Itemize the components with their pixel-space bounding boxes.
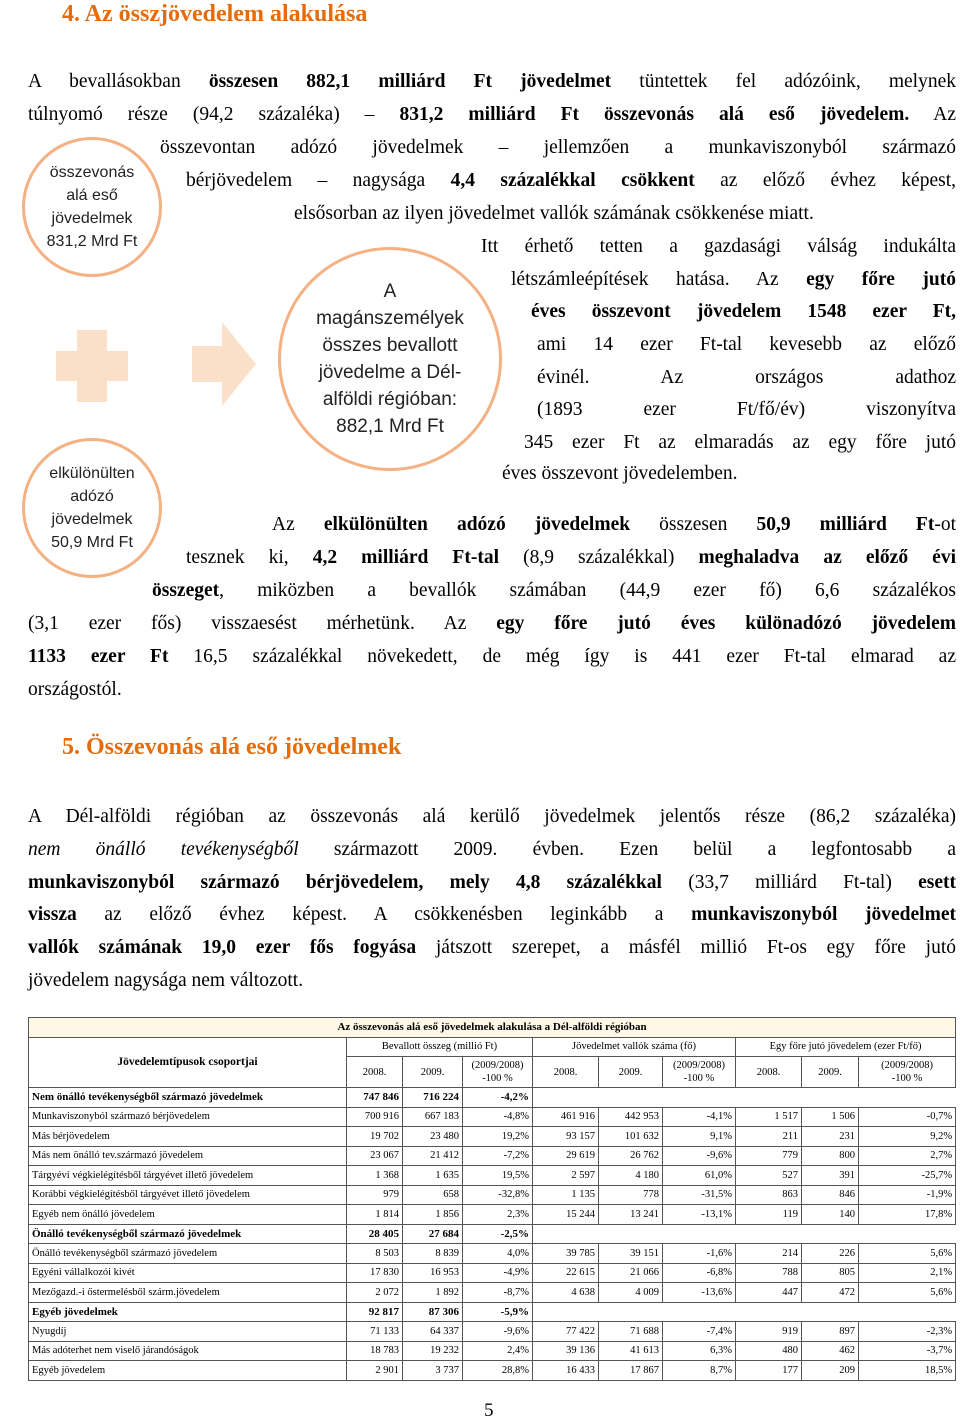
diagram-text: 882,1 Mrd Ft (336, 416, 444, 437)
table-cell (736, 1302, 802, 1322)
table-cell: -4,1% (663, 1107, 736, 1127)
table-cell (663, 1088, 736, 1108)
table-cell: 2,3% (463, 1205, 533, 1225)
table-cell: 231 (802, 1127, 859, 1147)
header-change-bottom: -100 % (891, 1073, 923, 1084)
table-cell (859, 1302, 956, 1322)
table-cell: -4,8% (463, 1107, 533, 1127)
table-cell: -0,7% (859, 1107, 956, 1127)
table-cell: -4,9% (463, 1263, 533, 1283)
table-cell (533, 1302, 599, 1322)
p2-line-4: (3,1 ezer fős) visszaesést mérhetünk. Az egy főre jutó éves különadózó jövedelem (28, 613, 957, 634)
table-cell: 1 517 (736, 1107, 802, 1127)
diagram-text: összevonás (49, 164, 135, 181)
table-cell: 21 412 (403, 1146, 463, 1166)
row-label: Más bérjövedelem (29, 1127, 347, 1147)
header-year: 2009. (599, 1057, 663, 1088)
table-cell: 779 (736, 1146, 802, 1166)
header-count: Jövedelmet vallók száma (fő) (533, 1037, 736, 1057)
table-cell: 39 151 (599, 1244, 663, 1264)
p1-line-4: bérjövedelem – nagysága 4,4 százalékkal csökkent az előző évhez képest, (186, 170, 956, 191)
header-change-top: (2009/2008) (471, 1060, 524, 1071)
table-cell: 9,1% (663, 1127, 736, 1147)
table-cell: 177 (736, 1361, 802, 1381)
table-cell: 211 (736, 1127, 802, 1147)
header-year: 2009. (403, 1057, 463, 1088)
row-label: Tárgyévi végkielégítésből tárgyévet illető jövedelem (29, 1166, 347, 1186)
table-row (29, 1127, 956, 1147)
p3-line-6: jövedelem nagysága nem változott. (28, 970, 304, 991)
table-cell: 716 224 (403, 1088, 463, 1108)
table-cell: 39 785 (533, 1244, 599, 1264)
table-cell: 1 506 (802, 1107, 859, 1127)
table-cell (859, 1088, 956, 1108)
table-cell: 39 136 (533, 1341, 599, 1361)
row-label: Korábbi végkielégítésből tárgyévet illető jövedelem (29, 1185, 347, 1205)
diagram-text: jövedelme a Dél- (318, 362, 462, 383)
p1-line-6: Itt érhető tetten a gazdasági válság indukálta (481, 236, 956, 257)
p1-line-10: évinél. Az országos adathoz (537, 367, 956, 388)
table-cell: -6,8% (663, 1263, 736, 1283)
table-cell: 140 (802, 1205, 859, 1225)
header-amount: Bevallott összeg (millió Ft) (347, 1037, 533, 1057)
table-cell (802, 1088, 859, 1108)
header-year: 2008. (736, 1057, 802, 1088)
table-cell: 21 066 (599, 1263, 663, 1283)
header-year: 2009. (802, 1057, 859, 1088)
table-cell: 23 480 (403, 1127, 463, 1147)
table-cell: 8,7% (663, 1361, 736, 1381)
table-cell: 527 (736, 1166, 802, 1186)
income-table (28, 1017, 956, 1381)
table-cell: 2 597 (533, 1166, 599, 1186)
table-cell: 447 (736, 1283, 802, 1303)
table-row (29, 1185, 956, 1205)
header-change-bottom: -100 % (482, 1073, 513, 1084)
table-row (29, 1146, 956, 1166)
header-change (463, 1057, 533, 1088)
header-change-top: (2009/2008) (673, 1060, 725, 1071)
table-cell: 747 846 (347, 1088, 403, 1108)
table-cell: 18 783 (347, 1341, 403, 1361)
table-row (29, 1205, 956, 1225)
table-cell: 93 157 (533, 1127, 599, 1147)
table-cell: 13 241 (599, 1205, 663, 1225)
table-cell: 778 (599, 1185, 663, 1205)
diagram-text: alá eső (66, 187, 118, 204)
table-cell: 462 (802, 1341, 859, 1361)
table-cell: 1 635 (403, 1166, 463, 1186)
table-cell: 17 830 (347, 1263, 403, 1283)
p3-line-5: vallók számának 19,0 ezer fős fogyása játszott szerepet, a másfél millió Ft-os egy főre jutó (28, 937, 957, 958)
table-cell: 92 817 (347, 1302, 403, 1322)
table-cell: 77 422 (533, 1322, 599, 1342)
p1-line-8: éves összevont jövedelem 1548 ezer Ft, (531, 301, 956, 322)
diagram-circle-total (278, 247, 502, 471)
table-cell: 17 867 (599, 1361, 663, 1381)
table-cell: 27 684 (403, 1224, 463, 1244)
table-cell: 788 (736, 1263, 802, 1283)
header-change-bottom: -100 % (683, 1073, 715, 1084)
p1-line-13: éves összevont jövedelemben. (502, 463, 738, 484)
table-cell: -9,6% (663, 1146, 736, 1166)
table-row (29, 1263, 956, 1283)
table-cell (599, 1088, 663, 1108)
table-cell: 226 (802, 1244, 859, 1264)
diagram-circle-consolidated (22, 137, 162, 277)
table-row (29, 1302, 956, 1322)
row-label: Munkaviszonyból származó bérjövedelem (29, 1107, 347, 1127)
header-groups: Jövedelemtípusok csoportjai (29, 1037, 347, 1088)
table-cell: 979 (347, 1185, 403, 1205)
table-cell (663, 1302, 736, 1322)
table-cell: 4 180 (599, 1166, 663, 1186)
p1-line-9: ami 14 ezer Ft-tal kevesebb az előző (537, 334, 956, 355)
row-label: Nem önálló tevékenységből származó jövedelmek (29, 1088, 347, 1108)
table-cell (736, 1224, 802, 1244)
table-cell: 658 (403, 1185, 463, 1205)
diagram-text: alföldi régióban: (322, 389, 458, 410)
table-cell (599, 1224, 663, 1244)
p1-line-12: 345 ezer Ft az elmaradás az egy főre jutó (524, 432, 956, 453)
p3-line-1: A Dél-alföldi régióban az összevonás alá kerülő jövedelmek jelentős része (86,2 százaléka) (28, 806, 956, 827)
table-cell: 6,3% (663, 1341, 736, 1361)
table-cell (663, 1224, 736, 1244)
row-label: Egyéb jövedelmek (29, 1302, 347, 1322)
table-cell: 101 632 (599, 1127, 663, 1147)
header-change-top: (2009/2008) (881, 1060, 934, 1071)
table-cell: -5,9% (463, 1302, 533, 1322)
table-cell: 863 (736, 1185, 802, 1205)
diagram-text: magánszemélyek (316, 308, 464, 329)
table-cell: 442 953 (599, 1107, 663, 1127)
table-cell: -32,8% (463, 1185, 533, 1205)
table-cell: 2,7% (859, 1146, 956, 1166)
p1-line-5: elsősorban az ilyen jövedelmet vallók számának csökkenése miatt. (294, 203, 814, 224)
table-cell: 919 (736, 1322, 802, 1342)
table-cell: 391 (802, 1166, 859, 1186)
table-cell: -31,5% (663, 1185, 736, 1205)
table-cell: 461 916 (533, 1107, 599, 1127)
header-change (663, 1057, 736, 1088)
row-label: Önálló tevékenységből származó jövedelem (29, 1244, 347, 1264)
table-cell (859, 1224, 956, 1244)
table-cell: 4 009 (599, 1283, 663, 1303)
table-row (29, 1341, 956, 1361)
table-cell: 2 072 (347, 1283, 403, 1303)
table-cell: 800 (802, 1146, 859, 1166)
table-row (29, 1224, 956, 1244)
table-cell: -2,3% (859, 1322, 956, 1342)
table-cell: 1 814 (347, 1205, 403, 1225)
table-cell: 3 737 (403, 1361, 463, 1381)
table-cell: -2,5% (463, 1224, 533, 1244)
row-label: Egyéni vállalkozói kivét (29, 1263, 347, 1283)
table-cell: 1 856 (403, 1205, 463, 1225)
table-row (29, 1244, 956, 1264)
diagram-text: 50,9 Mrd Ft (51, 534, 133, 551)
diagram-text: adózó (70, 488, 114, 505)
table-cell: 5,6% (859, 1244, 956, 1264)
table-cell: -7,2% (463, 1146, 533, 1166)
table-cell: 64 337 (403, 1322, 463, 1342)
table-cell: 23 067 (347, 1146, 403, 1166)
table-cell: 18,5% (859, 1361, 956, 1381)
table-title-row (29, 1018, 956, 1038)
table-cell: 19 232 (403, 1341, 463, 1361)
table-cell: -1,6% (663, 1244, 736, 1264)
table-cell: 28,8% (463, 1361, 533, 1381)
header-year: 2008. (347, 1057, 403, 1088)
p1-line-1: A bevallásokban összesen 882,1 milliárd Ft jövedelmet tüntettek fel adózóink, melynek (28, 71, 956, 92)
table-cell: 214 (736, 1244, 802, 1264)
table-cell (736, 1088, 802, 1108)
p1-line-7: létszámleépítések hatása. Az egy főre jutó (511, 269, 956, 290)
table-row (29, 1166, 956, 1186)
p3-line-4: vissza az előző évhez képest. A csökkenésben leginkább a munkaviszonyból jövedelmet (28, 904, 956, 925)
diagram-circle-separate (22, 438, 162, 578)
table-cell: 26 762 (599, 1146, 663, 1166)
table-cell (599, 1302, 663, 1322)
table-cell: 480 (736, 1341, 802, 1361)
page-number: 5 (484, 1400, 494, 1421)
header-per-capita: Egy főre jutó jövedelem (ezer Ft/fő) (736, 1037, 956, 1057)
section-heading-4: 4. Az összjövedelem alakulása (62, 1, 368, 27)
table-cell: 19,2% (463, 1127, 533, 1147)
p2-line-5: 1133 ezer Ft 16,5 százalékkal növekedett, de még így is 441 ezer Ft-tal elmarad az (28, 646, 956, 667)
row-label: Nyugdíj (29, 1322, 347, 1342)
table-cell: 2,4% (463, 1341, 533, 1361)
table-cell: 667 183 (403, 1107, 463, 1127)
table-cell: 61,0% (663, 1166, 736, 1186)
table-cell: -9,6% (463, 1322, 533, 1342)
table-cell: 19 702 (347, 1127, 403, 1147)
table-cell: 700 916 (347, 1107, 403, 1127)
p2-line-6: országostól. (28, 679, 122, 700)
table-cell: -4,2% (463, 1088, 533, 1108)
table-cell: -7,4% (663, 1322, 736, 1342)
table-cell: 846 (802, 1185, 859, 1205)
table-cell: 1 135 (533, 1185, 599, 1205)
table-row (29, 1283, 956, 1303)
diagram-text: összes bevallott (322, 335, 458, 356)
table-cell: 19,5% (463, 1166, 533, 1186)
table-cell (802, 1302, 859, 1322)
table-cell: -8,7% (463, 1283, 533, 1303)
p3-line-2: nem önálló tevékenységből származott 2009. évben. Ezen belül a legfontosabb a (28, 839, 956, 860)
row-label: Más nem önálló tev.származó jövedelem (29, 1146, 347, 1166)
table-cell: 15 244 (533, 1205, 599, 1225)
diagram-text: jövedelmek (51, 511, 133, 528)
table-row (29, 1088, 956, 1108)
diagram-text: jövedelmek (51, 210, 133, 227)
table-cell: -25,7% (859, 1166, 956, 1186)
table-cell: 805 (802, 1263, 859, 1283)
p2-line-2: tesznek ki, 4,2 milliárd Ft-tal (8,9 százalékkal) meghaladva az előző évi (186, 547, 956, 568)
diagram-text: elkülönülten (49, 465, 135, 482)
table-body (29, 1088, 956, 1381)
table-cell (802, 1224, 859, 1244)
table-cell: 29 619 (533, 1146, 599, 1166)
table-cell: 1 368 (347, 1166, 403, 1186)
table-cell: 28 405 (347, 1224, 403, 1244)
table-cell: 8 839 (403, 1244, 463, 1264)
table-cell: 119 (736, 1205, 802, 1225)
table-header-row (29, 1037, 956, 1057)
table-title: Az összevonás alá eső jövedelmek alakulása a Dél-alföldi régióban (29, 1018, 956, 1038)
p1-line-11: (1893 ezer Ft/fő/év) viszonyítva (537, 399, 956, 420)
diagram-text: 831,2 Mrd Ft (46, 233, 138, 250)
row-label: Más adóterhet nem viselő járandóságok (29, 1341, 347, 1361)
table-cell: 16 953 (403, 1263, 463, 1283)
row-label: Egyéb jövedelem (29, 1361, 347, 1381)
table-cell: 16 433 (533, 1361, 599, 1381)
table-cell: -1,9% (859, 1185, 956, 1205)
table-cell: 5,6% (859, 1283, 956, 1303)
table-cell: 2 901 (347, 1361, 403, 1381)
table-row (29, 1361, 956, 1381)
table-cell: 472 (802, 1283, 859, 1303)
table-cell: 897 (802, 1322, 859, 1342)
table-cell: 17,8% (859, 1205, 956, 1225)
table-cell (533, 1224, 599, 1244)
table-cell: -13,1% (663, 1205, 736, 1225)
table-cell: 4,0% (463, 1244, 533, 1264)
table-cell: 71 133 (347, 1322, 403, 1342)
p2-line-3: összeget, miközben a bevallók számában (44,9 ezer fő) 6,6 százalékos (152, 580, 956, 601)
row-label: Egyéb nem önálló jövedelem (29, 1205, 347, 1225)
arrow-right-icon (192, 320, 258, 408)
row-label: Önálló tevékenységből származó jövedelmek (29, 1224, 347, 1244)
table-cell: -13,6% (663, 1283, 736, 1303)
table-cell: 1 892 (403, 1283, 463, 1303)
p3-line-3: munkaviszonyból származó bérjövedelem, mely 4,8 százalékkal (33,7 milliárd Ft-tal) esett (28, 872, 956, 893)
table-cell: 71 688 (599, 1322, 663, 1342)
p1-line-2: túlnyomó része (94,2 százaléka) – 831,2 milliárd Ft összevonás alá eső jövedelem. Az (28, 104, 956, 125)
table-cell: -3,7% (859, 1341, 956, 1361)
table-cell: 41 613 (599, 1341, 663, 1361)
table-cell: 4 638 (533, 1283, 599, 1303)
section-heading-5: 5. Összevonás alá eső jövedelmek (62, 734, 402, 760)
table-cell: 209 (802, 1361, 859, 1381)
table-cell: 8 503 (347, 1244, 403, 1264)
table-cell (533, 1088, 599, 1108)
row-label: Mezőgazd.-i őstermelésből szárm.jövedelem (29, 1283, 347, 1303)
table-row (29, 1322, 956, 1342)
table-row (29, 1107, 956, 1127)
table-cell: 87 306 (403, 1302, 463, 1322)
table-cell: 2,1% (859, 1263, 956, 1283)
header-change (859, 1057, 956, 1088)
table-cell: 22 615 (533, 1263, 599, 1283)
header-year: 2008. (533, 1057, 599, 1088)
p2-line-1: Az elkülönülten adózó jövedelmek összesen 50,9 milliárd Ft-ot (272, 514, 956, 535)
p1-line-3: összevontan adózó jövedelmek – jellemzően a munkaviszonyból származó (160, 137, 956, 158)
table-cell: 9,2% (859, 1127, 956, 1147)
diagram-text: A (383, 281, 397, 302)
